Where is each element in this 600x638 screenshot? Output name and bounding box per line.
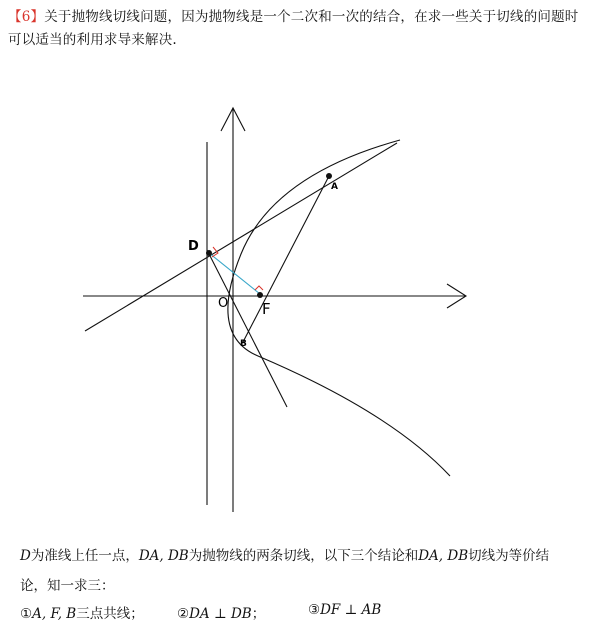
conclusion-1 [20, 602, 144, 622]
conclusion-2 [177, 602, 265, 622]
conclusion-3-num: ③ [308, 602, 321, 618]
conclusion-1-suffix: 三点共线； [76, 606, 144, 622]
segment-df [209, 253, 260, 294]
tangents-ref-2: DA, DB [418, 548, 469, 564]
point-f [257, 292, 263, 298]
conclusion-2-math: DA ⊥ DB [189, 606, 252, 622]
label-f: F [262, 300, 271, 318]
label-d: D [188, 239, 199, 254]
intro-text: 关于抛物线切线问题，因为抛物线是一个二次和一次的结合，在求一些关于切线的问题时可以适当的利用求导来解决. [8, 9, 579, 48]
point-d [206, 250, 212, 256]
point-a [326, 173, 332, 179]
statement-line-2: 论，知一求三： [20, 578, 115, 594]
tangent-da [85, 143, 397, 331]
statement-text-2: 为抛物线的两条切线，以下三个结论和 [188, 548, 419, 564]
problem-tag: 【6】 [8, 9, 45, 25]
point-d-ref: D [20, 548, 31, 564]
chord-ab [243, 176, 329, 342]
conclusion-2-suffix: ； [251, 606, 266, 622]
statement-text-3: 切线为等价结 [468, 548, 550, 564]
right-angle-f [255, 286, 263, 290]
conclusion-2-num: ② [177, 606, 190, 622]
tangents-ref-1: DA, DB [138, 548, 189, 564]
label-o: O [218, 296, 229, 311]
statement-text-1: 为准线上任一点， [30, 548, 139, 564]
label-b: B [240, 339, 247, 349]
statement-line-1 [20, 544, 549, 564]
conclusion-3 [308, 602, 381, 618]
conclusion-1-num: ① [20, 606, 33, 622]
conclusion-3-math: DF ⊥ AB [320, 602, 382, 618]
conclusion-1-math: A, F, B [32, 606, 77, 622]
label-a: A [331, 182, 338, 192]
tangent-db [207, 250, 287, 407]
